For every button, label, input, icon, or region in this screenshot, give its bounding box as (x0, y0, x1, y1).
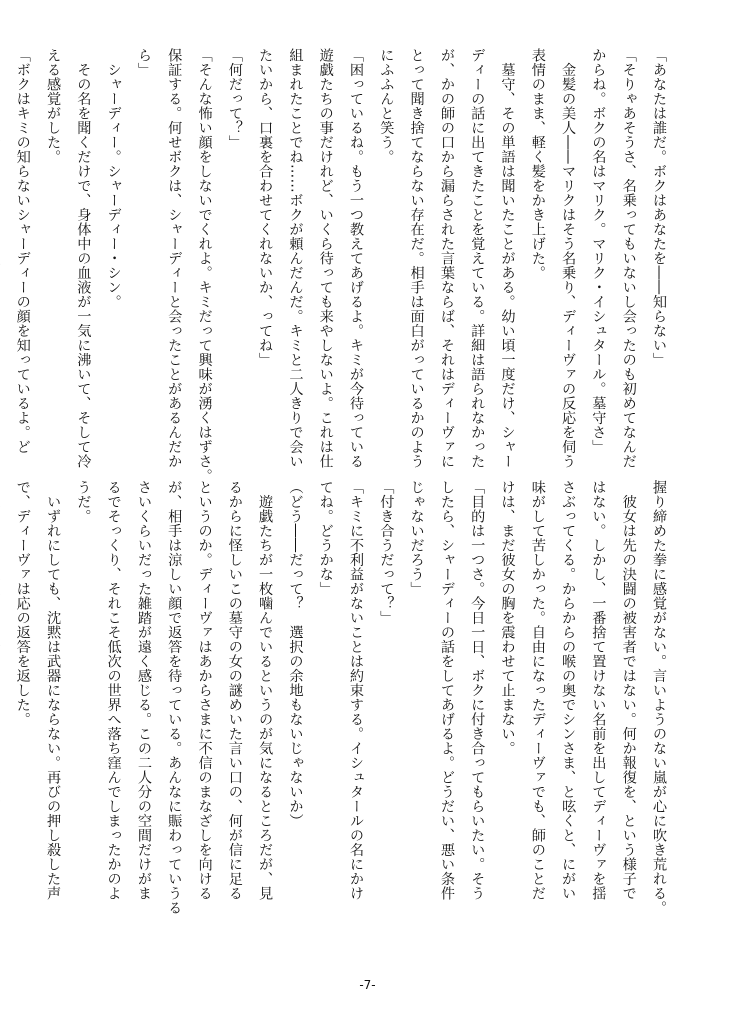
text-line: 「キミに不利益がないことは約束する。イシュタールの名にかけ (348, 480, 365, 901)
text-line: 「付き合うだって？」 (378, 480, 395, 625)
text-line: 組まれたことでね……ボクが頼んだんだ。キミと二人きりで会い (287, 48, 304, 469)
text-line: たいから、口裏を合わせてくれないか、ってね」 (257, 48, 274, 367)
text-line: 「何だって？」 (226, 48, 243, 150)
text-line: が、かの師の口から漏らされた言葉ならば、それはディーヴァに (438, 48, 455, 469)
text-line: 「そんな怖い顔をしないでくれよ。キミだって興味が湧くはずさ。 (196, 48, 213, 483)
text-line (0, 48, 7, 468)
text-line: いずれにしても、沈黙は武器にならない。再びの押し殺した声 (45, 480, 62, 901)
text-line: 遊戯たちが一枚噛んでいるというのが気になるところだが、見 (257, 480, 274, 901)
text-line: 墓守、その単語は聞いたことがある。幼い頃一度だけ、シャー (499, 48, 516, 469)
text-line: 「目的は一つさ。今日一日、ボクに付き合ってもらいたい。そう (469, 480, 486, 901)
text-line: はない。しかし、一番捨て置けない名前を出してディーヴァを揺 (590, 480, 607, 901)
text-line: 表情のまま、軽く髪をかき上げた。 (529, 48, 546, 280)
text-line: （どう――だって？ 選択の余地もないじゃないか） (287, 480, 304, 828)
text-line: える感覚がした。 (45, 48, 62, 164)
text-line: その名を聞くだけで、身体中の血液が一気に沸いて、そして冷 (75, 48, 92, 469)
text-line: ディーの話に出てきたことを覚えている。詳細は語られなかった (469, 48, 486, 469)
text-line: 握り締めた拳に感覚がない。言いようのない嵐が心に吹き荒れる。 (651, 480, 667, 915)
text-line (0, 480, 7, 910)
text-line: るでそっくり、それこそ低次の世界へ落ち窪んでしまったかのよ (105, 480, 122, 901)
text-line: うだ。 (75, 480, 92, 524)
text-line: 「あなたは誰だ。ボクはあなたを――知らない」 (651, 48, 667, 367)
text-line: 「そりゃあそうさ、名乗ってもいないし会ったのも初めてなんだ (620, 48, 637, 469)
text-line: 「困っているね。もう一つ教えてあげるよ。キミが今待っている (348, 48, 365, 469)
text-line: じゃないだろう」 (408, 480, 425, 596)
text-line: とって聞き捨てならない存在だ。相手は面白がっているかのよう (408, 48, 425, 469)
text-line: からね。ボクの名はマリク。マリク・イシュタール。墓守さ」 (590, 48, 607, 454)
text-line: したら、シャーディーの話をしてあげるよ。どうだい、悪い条件 (438, 480, 455, 901)
text-line: にふふんと笑う。 (378, 48, 395, 164)
text-line: 味がして苦しかった。自由になったディーヴァでも、師のことだ (529, 480, 546, 901)
text-line: 遊戯たちの事だけれど、いくら待っても来やしないよ。これは仕 (317, 48, 334, 469)
text-line: が、相手は涼しい顔で返答を待っている。あんなに賑わっていうる (166, 480, 183, 915)
text-line: ら」 (135, 48, 152, 77)
text-line: てね。どうかな」 (317, 480, 334, 596)
text-block-bottom (14, 480, 674, 915)
text-line: で、ディーヴァは応の返答を返した。 (14, 480, 31, 727)
text-line: さいくらいだった雑踏が遠く感じる。この二人分の空間だけがま (135, 480, 152, 901)
text-line: 保証する。何せボクは、シャーディーと会ったことがあるんだか (166, 48, 183, 469)
page-number: -7- (359, 978, 376, 992)
text-line: さぶってくる。からからの喉の奥でシンさま、と呟くと、にがい (560, 480, 577, 901)
text-line: 彼女は先の決闘の被害者ではない。何か報復を、という様子で (620, 480, 637, 901)
text-line: 金髪の美人――マリクはそう名乗り、ディーヴァの反応を伺う (560, 48, 577, 469)
text-line: シャーディー。シャーディー・シン。 (105, 48, 122, 309)
text-line: というのか。ディーヴァはあからさまに不信のまなざしを向ける (196, 480, 213, 901)
text-block-top (14, 48, 674, 483)
text-line: るからに怪しいこの墓守の女の謎めいた言い口の、何が信に足る (226, 480, 243, 901)
text-line: けは、まだ彼女の胸を震わせて止まない。 (499, 480, 516, 756)
text-line: 「ボクはキミの知らないシャーディーの顔を知っているよ。ど (14, 48, 31, 454)
